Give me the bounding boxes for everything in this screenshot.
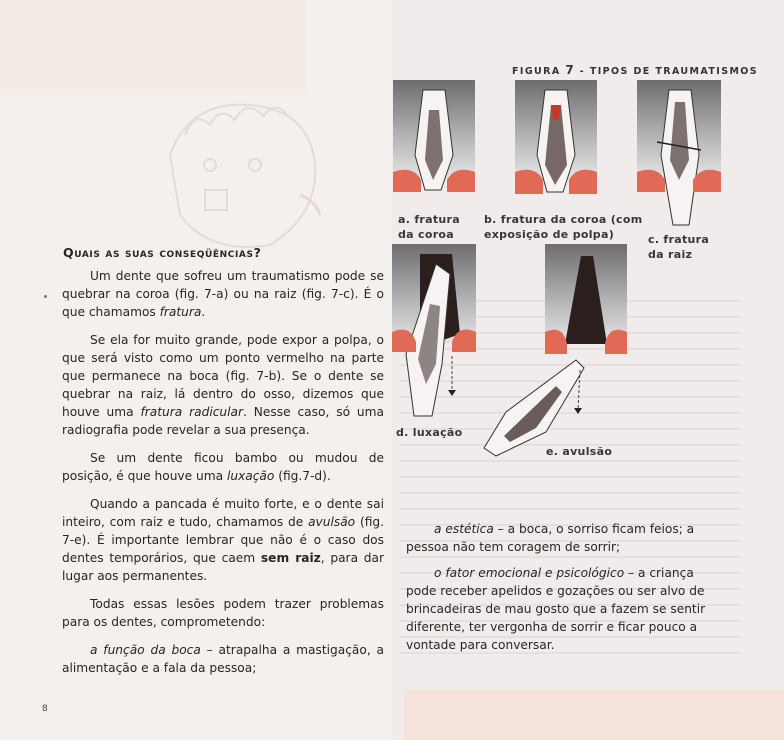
text-segment: Quando a pancada é muito forte, e o dente sai inteiro, com raiz e tudo, chamamos de	[62, 497, 384, 529]
caption-a-line2: da coroa	[398, 228, 455, 241]
text-segment: – a boca, o sorriso ficam feios; a pessoa não tem coragem de sorrir;	[406, 522, 695, 554]
emphasis-term: a função da boca	[90, 643, 201, 657]
caption-e-line1: e. avulsão	[546, 445, 613, 458]
margin-dot	[44, 295, 47, 298]
emphasis-term: fratura radicular	[140, 405, 244, 419]
text-segment: – atrapalha a mastigação, a alimentação e a fala da pessoa;	[62, 643, 384, 675]
figure-subtitle: TIPOS DE TRAUMATISMOS	[589, 66, 759, 77]
emphasis-term: fratura	[159, 305, 202, 319]
tooth-illustration-d	[392, 244, 476, 422]
caption-d-line1: d. luxação	[396, 426, 463, 439]
paragraph-luxacao	[62, 449, 384, 485]
figure-title	[512, 63, 759, 77]
figure-separator: -	[579, 66, 586, 77]
text-segment: , para dar lugar aos permanentes.	[62, 551, 384, 583]
caption-e	[546, 444, 612, 459]
paragraph-lesoes: Todas essas lesões podem trazer problemas para os dentes, comprometendo:	[62, 597, 384, 629]
emphasis-term: o fator emocional e psicológico	[434, 566, 625, 580]
emphasis-term: luxação	[226, 469, 275, 483]
paragraph-estetica	[406, 520, 728, 556]
text-segment: Se um dente ficou bambo ou mudou de posição, é que houve uma	[62, 451, 384, 483]
tooth-illustration-a	[393, 80, 475, 192]
text-segment: . Nesse caso, só uma radiografia pode revelar a sua presença.	[62, 405, 384, 437]
paragraph-emocional	[406, 564, 728, 654]
right-text-column	[406, 520, 728, 662]
strong-term: sem raiz	[260, 551, 321, 565]
text-segment: Um dente que sofreu um traumatismo pode se quebrar na coroa (fig. 7-a) ou na raiz (fig. 7-c). É o que chamamos	[62, 269, 384, 319]
text-segment: (fig.7-d).	[274, 469, 331, 483]
tooth-illustration-c	[637, 80, 721, 230]
tooth-illustration-e-socket	[545, 244, 627, 356]
caption-c-line1: c. fratura	[648, 233, 710, 246]
emphasis-term: avulsão	[308, 515, 356, 529]
show-through-character-illustration	[150, 95, 330, 255]
figure-number: 7	[565, 63, 576, 77]
caption-b-line1: b. fratura da coroa (com	[484, 213, 643, 226]
section-heading: Quais as suas conseqüências?	[63, 245, 262, 260]
left-text-column	[62, 267, 384, 687]
figure-label: FIGURA	[512, 66, 561, 77]
background-strip-bottom-right	[404, 690, 784, 740]
text-segment: .	[201, 305, 206, 319]
caption-c-line2: da raiz	[648, 248, 693, 261]
caption-b	[484, 212, 643, 242]
paragraph-avulsao	[62, 495, 384, 585]
text-segment: (fig. 7-e). É importante lembrar que não é o caso dos dentes temporários, que caem	[62, 515, 384, 565]
caption-c	[648, 232, 709, 262]
caption-a-line1: a. fratura	[398, 213, 461, 226]
caption-d	[396, 425, 463, 440]
caption-b-line2: exposição de polpa)	[484, 228, 615, 241]
paragraph-funcao	[62, 641, 384, 677]
paragraph-fratura	[62, 267, 384, 321]
background-panel-top-left	[0, 0, 306, 95]
paragraph-polpa	[62, 331, 384, 439]
emphasis-term: a estética	[434, 522, 494, 536]
caption-a	[398, 212, 460, 242]
tooth-illustration-b	[515, 80, 597, 198]
text-segment: – a criança pode receber apelidos e gozações ou ser alvo de brincadeiras de mau gosto que a fazem se sentir diferente, ter vergonha de sorrir e ficar pouco a vontade para conversar.	[406, 566, 706, 652]
text-segment: Se ela for muito grande, pode expor a polpa, o que será visto como um ponto vermelho na parte que permanece na boca (fig. 7-b). Se o dente se quebrar na raiz, lá dentro do osso, dizemos que houve uma	[62, 333, 384, 419]
page-number: 8	[42, 704, 48, 714]
